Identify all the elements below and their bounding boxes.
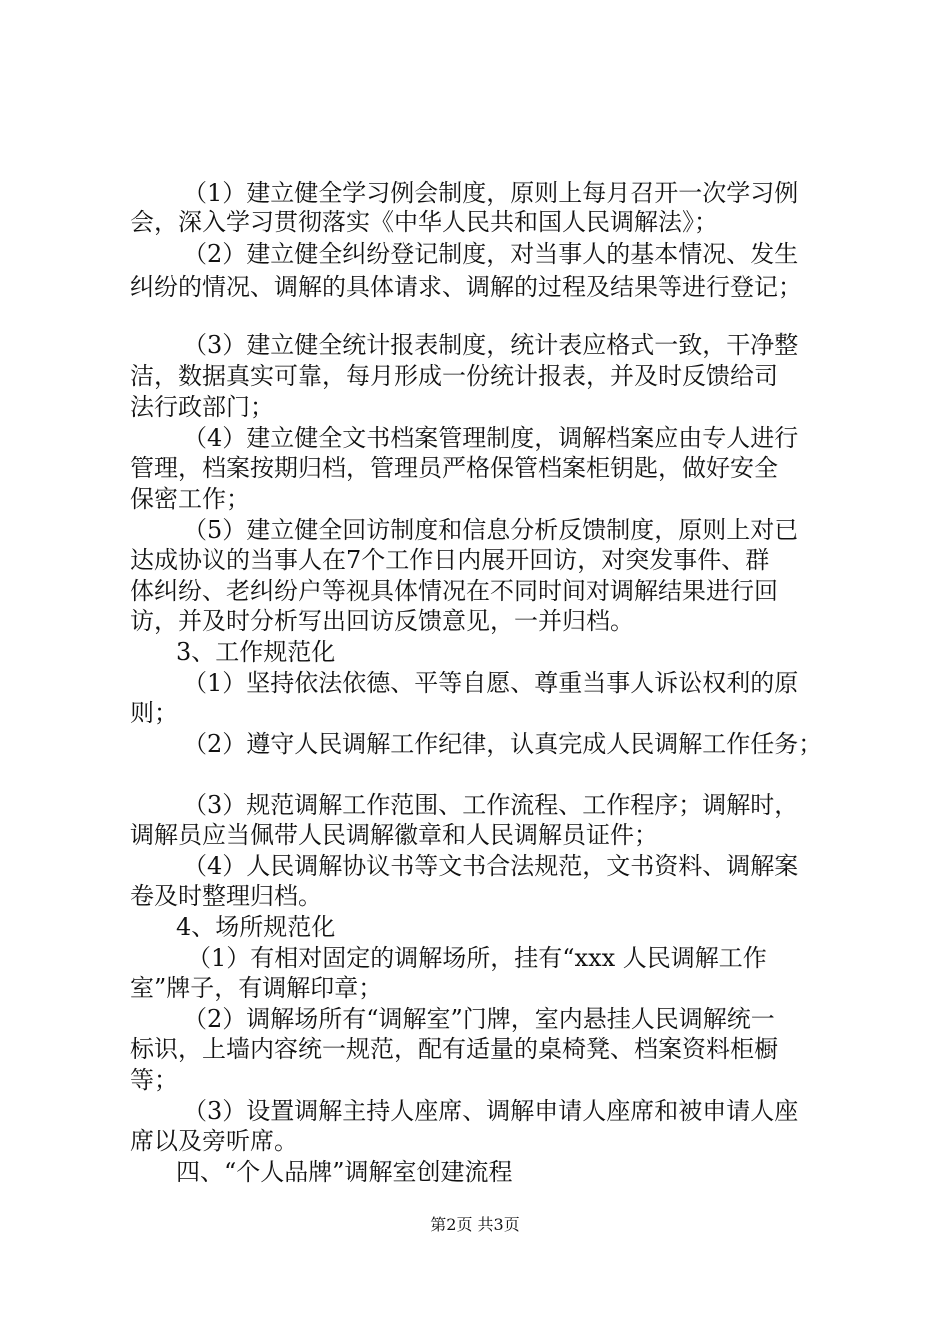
page-number-footer: 第2页 共3页 <box>430 1215 520 1234</box>
paragraph-line: 法行政部门； <box>130 393 274 421</box>
section-heading: 4、场所规范化 <box>176 913 336 941</box>
paragraph-line: （1）坚持依法依德、平等自愿、尊重当事人诉讼权利的原 <box>183 669 799 697</box>
paragraph-line: 体纠纷、老纠纷户等视具体情况在不同时间对调解结果进行回 <box>130 577 778 605</box>
paragraph-line: 达成协议的当事人在7个工作日内展开回访，对突发事件、群 <box>130 546 770 574</box>
paragraph-line: 纠纷的情况、调解的具体请求、调解的过程及结果等进行登记； <box>130 273 802 301</box>
paragraph-line: 会，深入学习贯彻落实《中华人民共和国人民调解法》； <box>130 208 718 236</box>
paragraph-line: （3）建立健全统计报表制度，统计表应格式一致，干净整 <box>183 331 799 359</box>
section-heading: 四、“个人品牌”调解室创建流程 <box>176 1158 513 1186</box>
paragraph-line: （3）规范调解工作范围、工作流程、工作程序；调解时， <box>183 791 799 819</box>
paragraph-line: 等； <box>130 1066 178 1094</box>
paragraph-line: （2）遵守人民调解工作纪律，认真完成人民调解工作任务； <box>183 730 823 758</box>
paragraph-line: （1）有相对固定的调解场所，挂有“xxx 人民调解工作 <box>187 944 767 972</box>
paragraph-line: 标识，上墙内容统一规范，配有适量的桌椅凳、档案资料柜橱 <box>130 1035 778 1063</box>
paragraph-line: （5）建立健全回访制度和信息分析反馈制度，原则上对已 <box>183 516 799 544</box>
paragraph-line: 则； <box>130 699 178 727</box>
paragraph-line: 调解员应当佩带人民调解徽章和人民调解员证件； <box>130 821 658 849</box>
paragraph-line: （1）建立健全学习例会制度，原则上每月召开一次学习例 <box>183 179 799 207</box>
paragraph-line: 室”牌子，有调解印章； <box>130 974 383 1002</box>
paragraph-line: 洁，数据真实可靠，每月形成一份统计报表，并及时反馈给司 <box>130 362 778 390</box>
paragraph-line: 卷及时整理归档。 <box>130 882 322 910</box>
paragraph-line: （4）人民调解协议书等文书合法规范，文书资料、调解案 <box>183 852 799 880</box>
paragraph-line: （4）建立健全文书档案管理制度，调解档案应由专人进行 <box>183 424 799 452</box>
paragraph-line: （3）设置调解主持人座席、调解申请人座席和被申请人座 <box>183 1097 799 1125</box>
section-heading: 3、工作规范化 <box>176 638 336 666</box>
paragraph-line: 管理，档案按期归档，管理员严格保管档案柜钥匙，做好安全 <box>130 454 778 482</box>
paragraph-line: （2）调解场所有“调解室”门牌，室内悬挂人民调解统一 <box>183 1005 775 1033</box>
paragraph-line: 席以及旁听席。 <box>130 1127 298 1155</box>
paragraph-line: 访，并及时分析写出回访反馈意见，一并归档。 <box>130 607 634 635</box>
paragraph-line: 保密工作； <box>130 485 250 513</box>
paragraph-line: （2）建立健全纠纷登记制度，对当事人的基本情况、发生 <box>183 240 799 268</box>
